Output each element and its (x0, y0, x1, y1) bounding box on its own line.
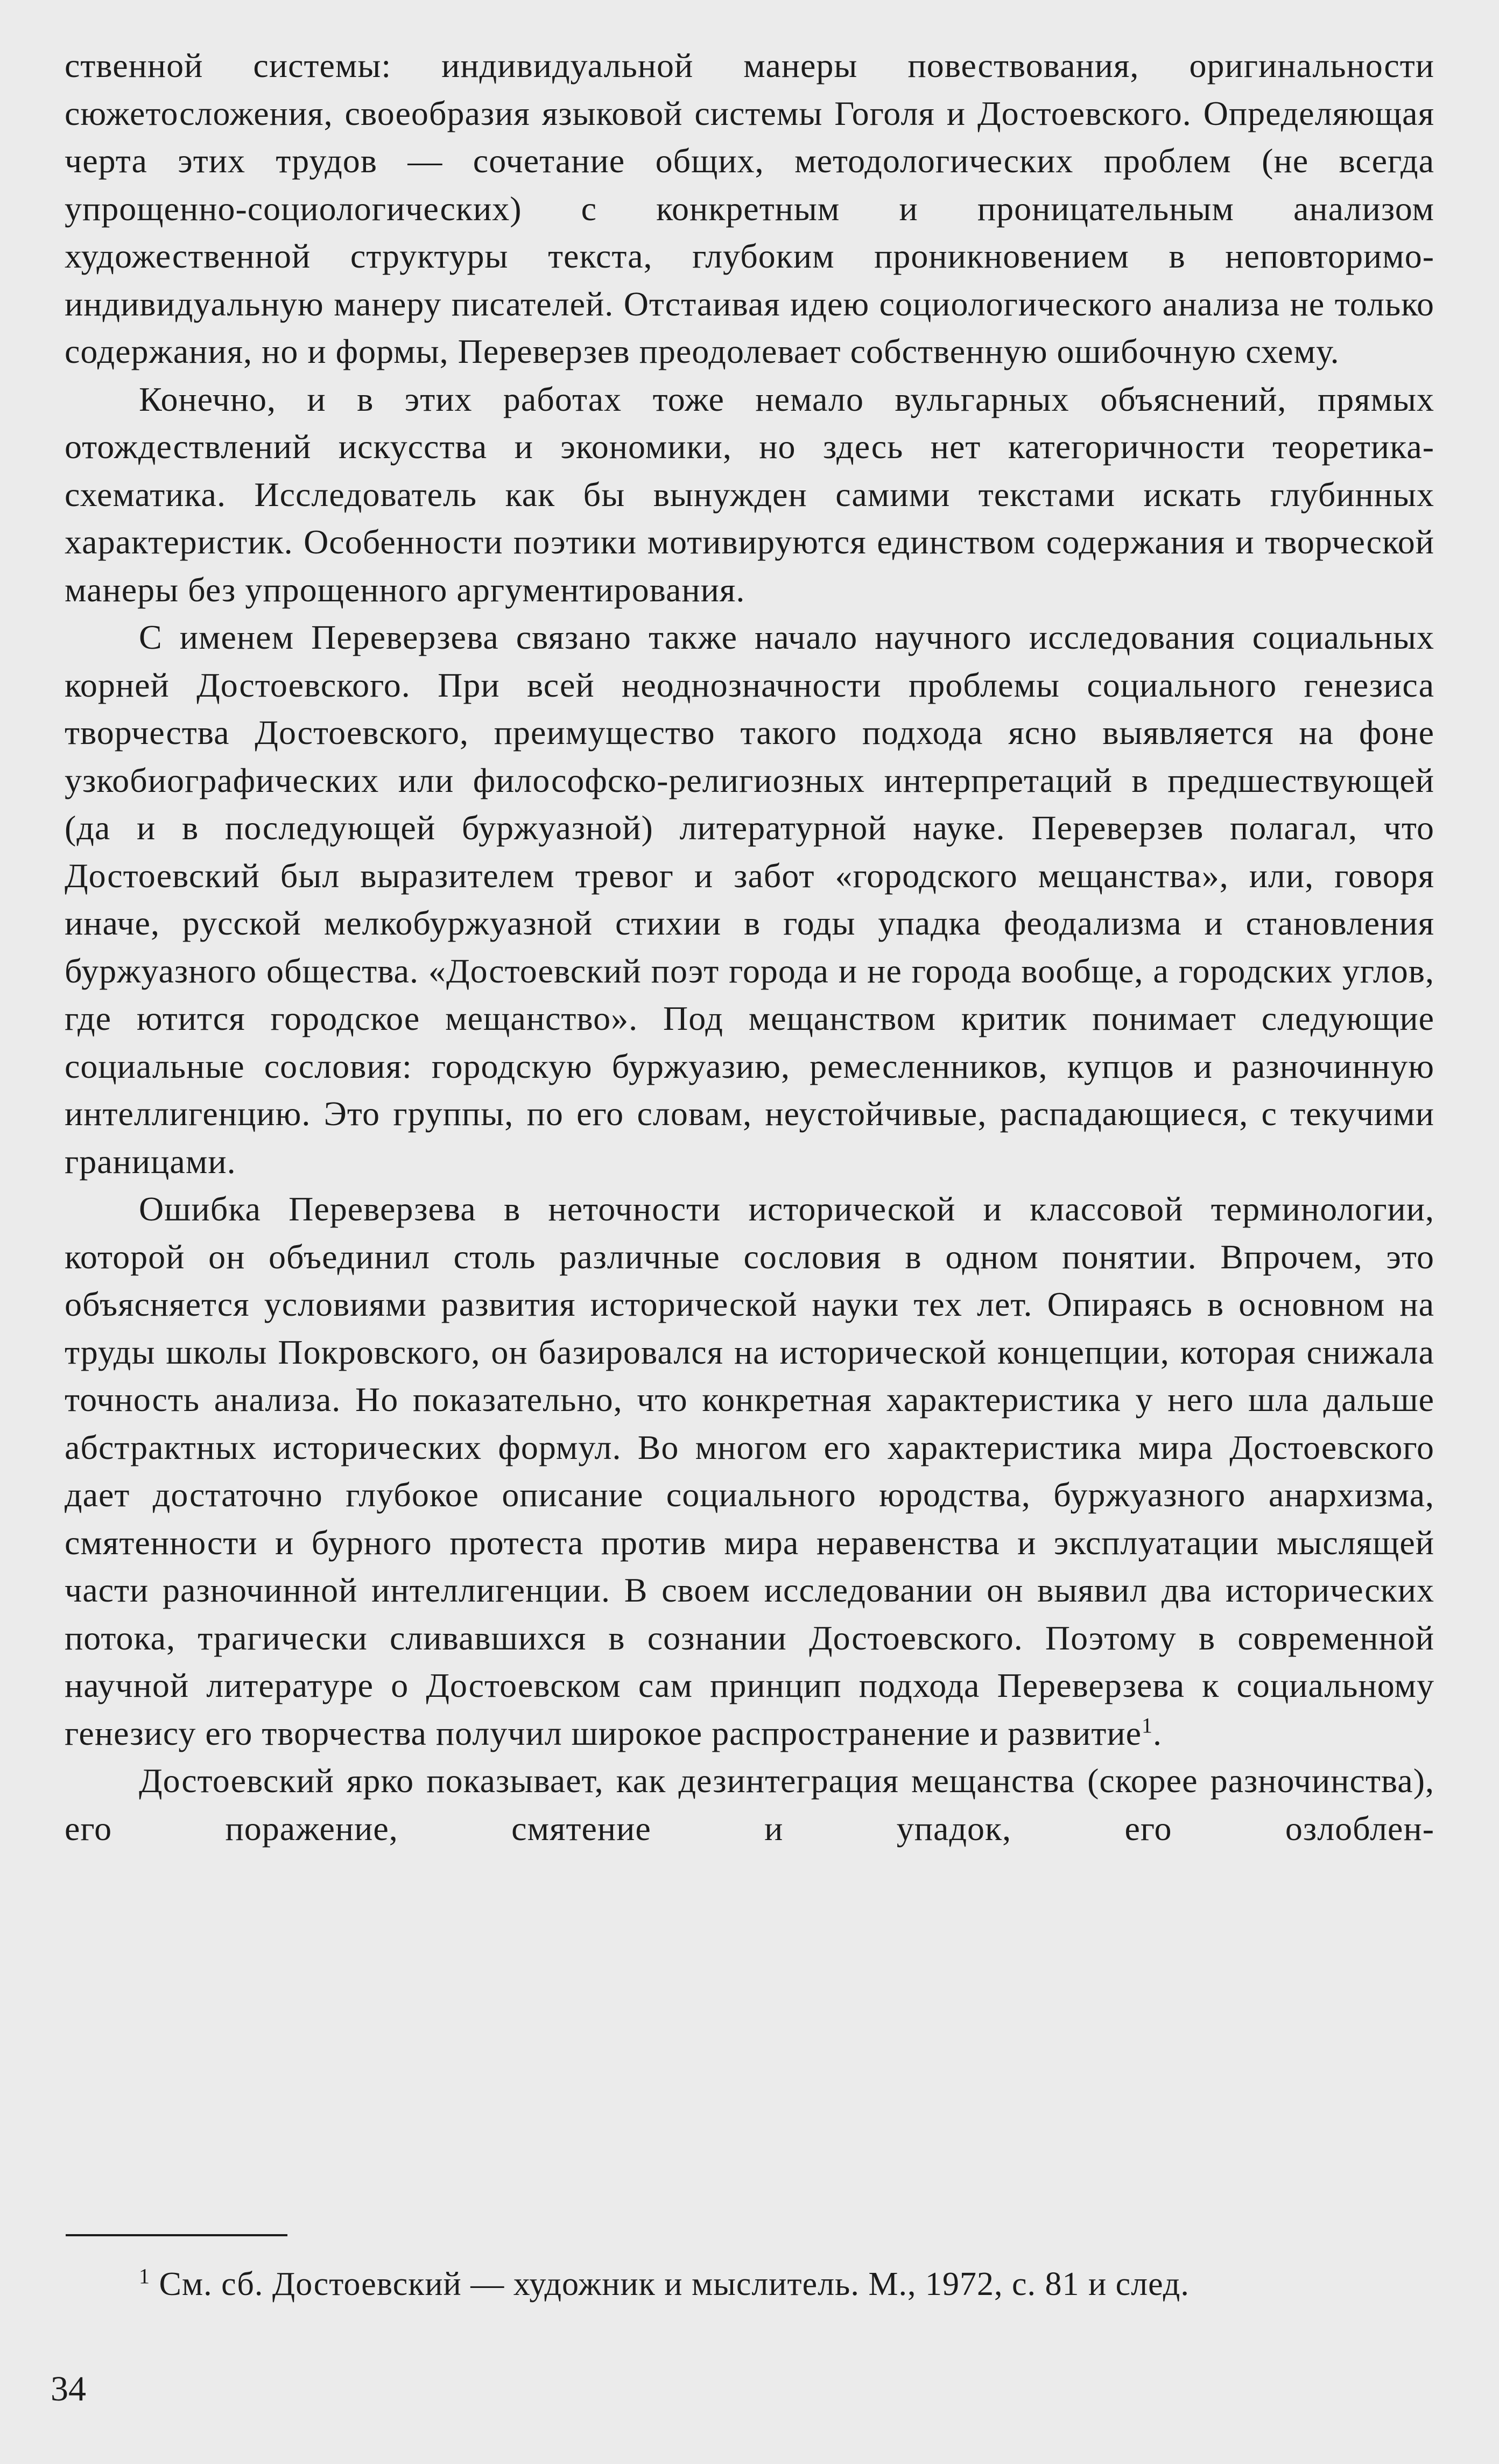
paragraph-3 (65, 614, 1434, 1185)
footnote-text: См. сб. Достоевский — художник и мыслитель. М., 1972, с. 81 и след. (159, 2266, 1190, 2302)
paragraph-4-text: Ошибка Переверзева в неточности исторической и классовой терминологии, которой он объединил столь различные сословия в одном понятии. Впрочем, это объясняется условиями развития исторической науки тех лет. Опираясь в основном на труды школы Покровского, он базировался на исторической концепции, которая снижала точность анализа. Но показательно, что конкретная характеристика у него шла дальше абстрактных исторических формул. Во многом его характеристика мира Достоевского дает достаточно глубокое описание социального юродства, буржуазного анархизма, смятенности и бурного протеста против мира неравенства и эксплуатации мыслящей части разночинной интеллигенции. В своем исследовании он выявил два исторических потока, трагически сливавшихся в сознании Достоевского. Поэтому в современной научной литературе о Достоевском сам принцип подхода Переверзева к социальному генезису его творчества получил широкое распространение и развитие (65, 1190, 1434, 1752)
paragraph-5 (65, 1757, 1434, 1852)
page-number: 34 (51, 2369, 86, 2409)
footnote-divider (66, 2234, 287, 2236)
main-text (65, 42, 1434, 1852)
paragraph-5-text: Достоевский ярко показывает, как дезинтеграция мещанства (скорее разночинства), его поражение, смятение и упадок, его озлоблен- (65, 1761, 1434, 1848)
paragraph-2-text: Конечно, и в этих работах тоже немало вульгарных объяснений, прямых отождествлений искусства и экономики, но здесь нет категоричности теоретика-схематика. Исследователь как бы вынужден самими текстами искать глубинных характеристик. Особенности поэтики мотивируются единством содержания и творческой манеры без упрощенного аргументирования. (65, 380, 1434, 609)
paragraph-3-text: С именем Переверзева связано также начало научного исследования социальных корней Достоевского. При всей неоднозначности проблемы социального генезиса творчества Достоевского, преимущество такого подхода ясно выявляется на фоне узкобиографических или философско-религиозных интерпретаций в предшествующей (да и в последующей буржуазной) литературной науке. Переверзев полагал, что Достоевский был выразителем тревог и забот «городского мещанства», или, говоря иначе, русской мелкобуржуазной стихии в годы упадка феодализма и становления буржуазного общества. «Достоевский поэт города и не города вообще, а городских углов, где ютится городское мещанство». Под мещанством критик понимает следующие социальные сословия: городскую буржуазию, ремесленников, купцов и разночинную интеллигенцию. Это группы, по его словам, неустойчивые, распадающиеся, с текучими границами. (65, 618, 1434, 1181)
footnote-reference: 1 (1142, 1713, 1153, 1738)
paragraph-4: Ошибка Переверзева в неточности исторической и классовой терминологии, которой он объединил столь различные сословия в одном понятии. Впрочем, это объясняется условиями развития исторической науки тех лет. Опираясь в основном на труды школы Покровского, он базировался на исторической концепции, которая снижала точность анализа. Но показательно, что конкретная характеристика у него шла дальше абстрактных исторических формул. Во многом его характеристика мира Достоевского дает достаточно глубокое описание социального юродства, буржуазного анархизма, смятенности и бурного протеста против мира неравенства и эксплуатации мыслящей части разночинной интеллигенции. В своем исследовании он выявил два исторических потока, трагически сливавшихся в сознании Достоевского. Поэтому в современной научной литературе о Достоевском сам принцип подхода Переверзева к социальному генезису его творчества получил широкое распространение и развитие$^1$. (65, 1190, 1434, 1752)
footnote (65, 2261, 1434, 2307)
paragraph-1 (65, 42, 1434, 376)
footnote-marker: 1 (139, 2264, 150, 2288)
paragraph-2 (65, 376, 1434, 614)
paragraph-1-text: ственной системы: индивидуальной манеры повествования, оригинальности сюжетосложения, своеобразия языковой системы Гоголя и Достоевского. Определяющая черта этих трудов — сочетание общих, методологических проблем (не всегда упрощенно-социологических) с конкретным и проницательным анализом художественной структуры текста, глубоким проникновением в неповторимо-индивидуальную манеру писателей. Отстаивая идею социологического анализа не только содержания, но и формы, Переверзев преодолевает собственную ошибочную схему. (65, 46, 1434, 370)
